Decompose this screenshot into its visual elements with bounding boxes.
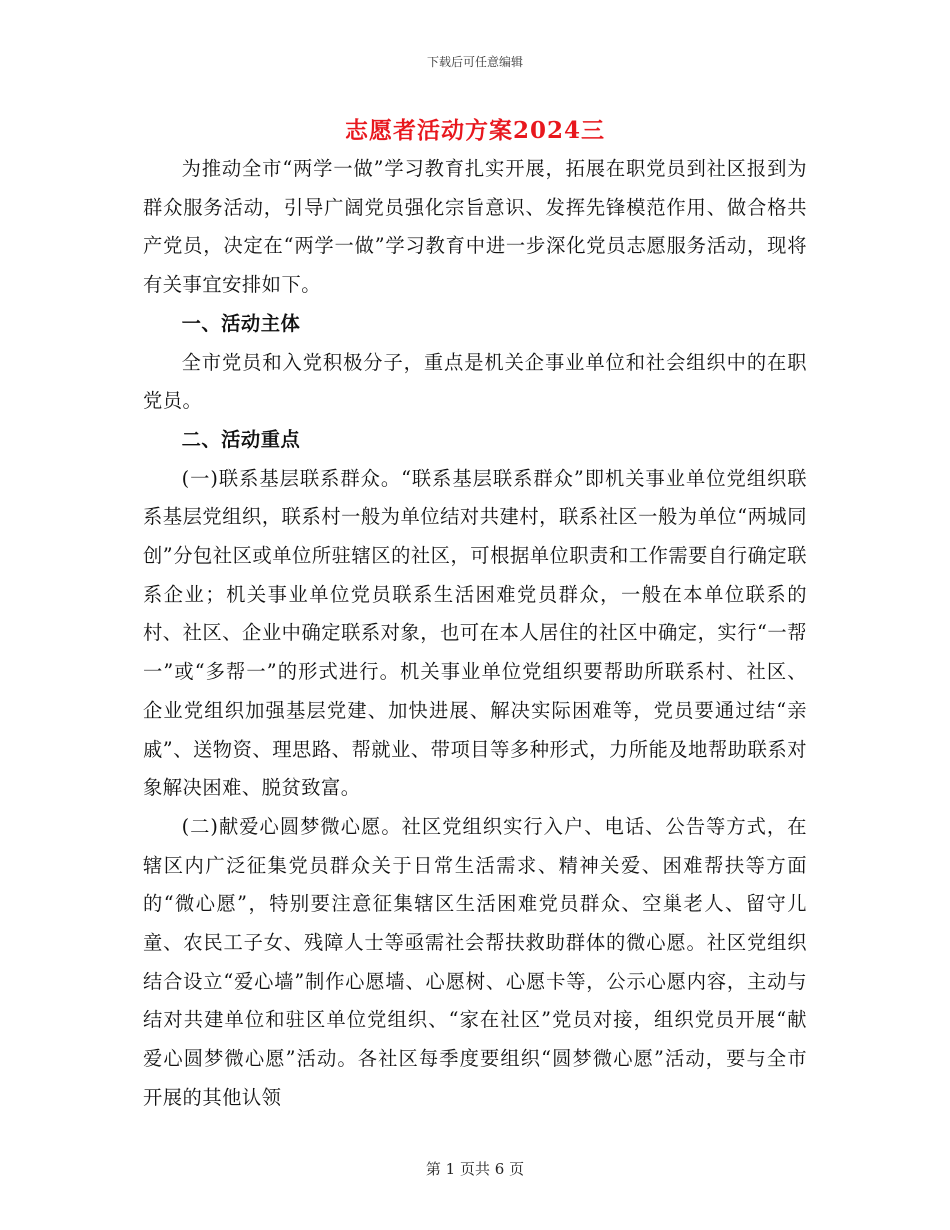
body-paragraph: 全市党员和入党积极分子，重点是机关企事业单位和社会组织中的在职党员。: [143, 350, 807, 413]
body-paragraph: (二)献爱心圆梦微心愿。社区党组织实行入户、电话、公告等方式，在辖区内广泛征集党员群众关于日常生活需求、精神关爱、困难帮扶等方面的“微心愿”，特别要注意征集辖区生活困难党员群众、空巢老人、留守儿童、农民工子女、残障人士等亟需社会帮扶救助群体的微心愿。社区党组织结合设立“爱心墙”制作心愿墙、心愿树、心愿卡等，公示心愿内容，主动与结对共建单位和驻区单位党组织、“家在社区”党员对接，组织党员开展“献爱心圆梦微心愿”活动。各社区每季度要组织“圆梦微心愿”活动，要与全市开展的其他认领: [143, 814, 807, 1109]
page-footer: 第 1 页共 6 页: [425, 1160, 525, 1178]
document-title: 志愿者活动方案2024三: [344, 117, 605, 144]
page-header: 下载后可任意编辑: [426, 55, 523, 69]
body-paragraph: (一)联系基层联系群众。“联系基层联系群众”即机关事业单位党组织联系基层党组织，联系村一般为单位结对共建村，联系社区一般为单位“两城同创”分包社区或单位所驻辖区的社区，可根据单位职责和工作需要自行确定联系企业；机关事业单位党员联系生活困难党员群众，一般在本单位联系的村、社区、企业中确定联系对象，也可在本人居住的社区中确定，实行“一帮一”或“多帮一”的形式进行。机关事业单位党组织要帮助所联系村、社区、企业党组织加强基层党建、加快进展、解决实际困难等，党员要通过结“亲戚”、送物资、理思路、帮就业、带项目等多种形式，力所能及地帮助联系对象解决困难、脱贫致富。: [143, 466, 807, 800]
document-body: [143, 150, 807, 1118]
section-heading: 二、活动重点: [181, 427, 301, 451]
section-heading: 一、活动主体: [181, 311, 301, 335]
intro-paragraph: 为推动全市“两学一做”学习教育扎实开展，拓展在职党员到社区报到为群众服务活动，引导广阔党员强化宗旨意识、发挥先锋模范作用、做合格共产党员，决定在“两学一做”学习教育中进一步深化党员志愿服务活动，现将有关事宜安排如下。: [143, 157, 807, 297]
